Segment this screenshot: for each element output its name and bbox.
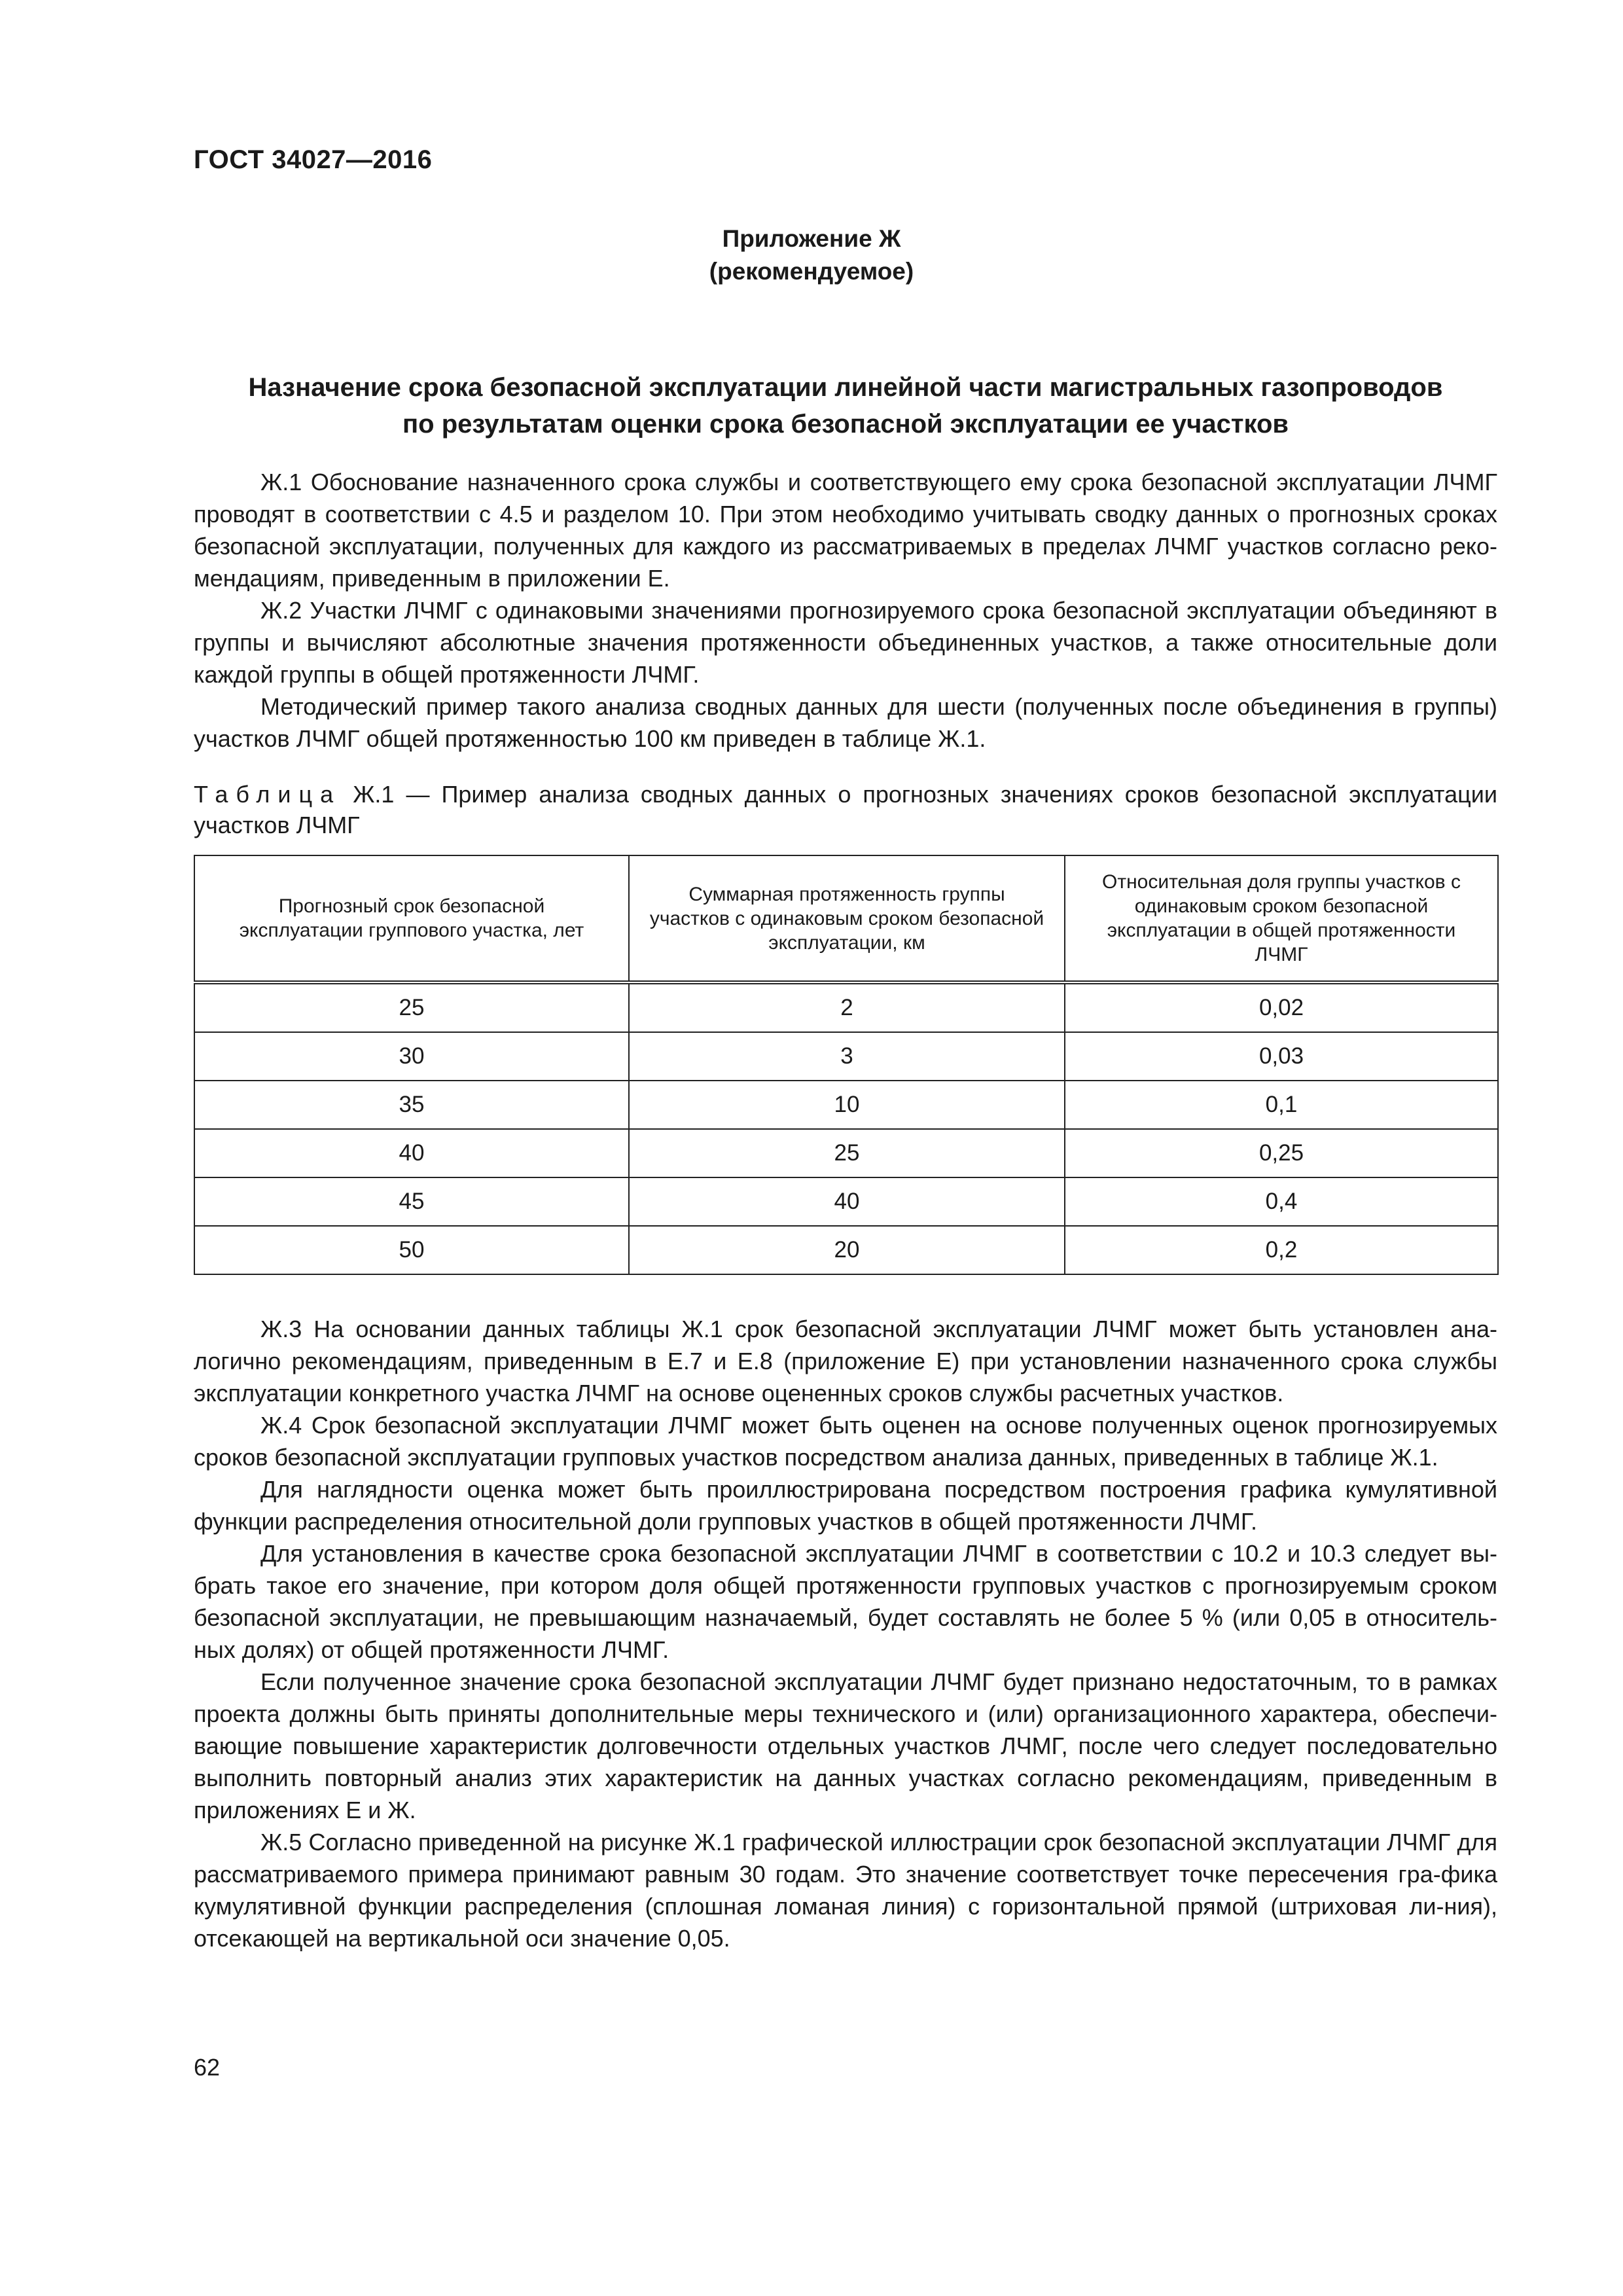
cell-term: 35 [194,1081,629,1129]
summary-table [194,855,1499,1275]
standard-code: ГОСТ 34027—2016 [194,145,433,174]
cell-share: 0,25 [1065,1129,1498,1177]
table-header-row [194,855,1498,982]
cell-length: 25 [629,1129,1065,1177]
title-line-1: Назначение срока безопасной эксплуатации линейной части магистральных газопроводов [248,373,1443,402]
header-total-length: Суммарная протяженность группы участков с одинаковым сроком безопасной эксплуатации, км [629,855,1065,982]
cell-term: 50 [194,1226,629,1274]
cell-term: 40 [194,1129,629,1177]
table-row [194,1129,1498,1177]
paragraphs-bottom [194,1313,1497,1954]
appendix-title [194,369,1497,442]
paragraph-zh5: Ж.5 Согласно приведенной на рисунке Ж.1 графической иллюстрации срок безопасной эксплуатации ЛЧМГ для рассматриваемого примера принимают равным 30 годам. Это значение соответствует точке пересечения гра-фика кумулятивной функции распределения (сплошная ломаная линия) с горизонтальной прямой (штриховая ли-ния), отсекающей на вертикальной оси значение 0,05. [194,1829,1497,1952]
cell-term: 45 [194,1177,629,1226]
cell-term: 30 [194,1032,629,1081]
header-relative-share: Относительная доля группы участков с одинаковым сроком безопасной эксплуатации в общей протяженности ЛЧМГ [1065,855,1498,982]
paragraph-zh1: Ж.1 Обоснование назначенного срока службы и соответствующего ему срока безопасной эксплуатации ЛЧМГ проводят в соответствии с 4.5 и разделом 10. При этом необходимо учитывать сводку данных о прогнозных сроках безопасной эксплуатации, полученных для каждого из рассматриваемых в пределах ЛЧМГ участков согласно реко-мендациям, приведенным в приложении Е. [194,469,1497,592]
paragraph-insufficient-term: Если полученное значение срока безопасной эксплуатации ЛЧМГ будет признано недостаточным, то в рамках проекта должны быть приняты дополнительные меры технического и (или) организационного характера, обеспечи-вающие повышение характеристик долговечности отдельных участков ЛЧМГ, после чего следует последовательно выполнить повторный анализ этих характеристик на данных участках согласно рекомендациям, приведенным в приложениях Е и Ж. [194,1668,1497,1823]
table-caption-word: Таблица [194,781,342,808]
appendix-label: Приложение Ж [722,225,901,252]
cell-length: 2 [629,982,1065,1032]
table-row [194,1226,1498,1274]
table-row [194,1177,1498,1226]
paragraph-establishing-term: Для установления в качестве срока безопасной эксплуатации ЛЧМГ в соответствии с 10.2 и 10.3 следует вы-брать такое его значение, при котором доля общей протяженности групповых участков с прогнозируемым сроком безопасной эксплуатации, не превышающим назначаемый, будет составлять не более 5 % (или 0,05 в относитель-ных долях) от общей протяженности ЛЧМГ. [194,1540,1497,1663]
cell-share: 0,02 [1065,982,1498,1032]
appendix-status: (рекомендуемое) [709,258,914,285]
title-line-2: по результатам оценки срока безопасной эксплуатации ее участков [402,410,1289,439]
cell-length: 40 [629,1177,1065,1226]
paragraphs-top [194,466,1497,755]
paragraph-method-example: Методический пример такого анализа сводных данных для шести (полученных после объединения в группы) участков ЛЧМГ общей протяженностью 100 км приведен в таблице Ж.1. [194,693,1497,752]
cell-length: 20 [629,1226,1065,1274]
cell-share: 0,2 [1065,1226,1498,1274]
cell-term: 25 [194,982,629,1032]
header-forecast-term: Прогнозный срок безопасной эксплуатации группового участка, лет [194,855,629,982]
table-caption [194,779,1497,840]
table-row [194,1032,1498,1081]
paragraph-visualization: Для наглядности оценка может быть проиллюстрирована посредством построения графика кумулятивной функции распределения относительной доли групповых участков в общей протяженности ЛЧМГ. [194,1476,1497,1535]
cell-share: 0,1 [1065,1081,1498,1129]
paragraph-zh4: Ж.4 Срок безопасной эксплуатации ЛЧМГ может быть оценен на основе полученных оценок прогнозируемых сроков безопасной эксплуатации групповых участков посредством анализа данных, приведенных в таблице Ж.1. [194,1412,1497,1471]
table-caption-text: Ж.1 — Пример анализа сводных данных о прогнозных значениях сроков безопасной эксплуатации участков ЛЧМГ [194,781,1497,838]
paragraph-zh2: Ж.2 Участки ЛЧМГ с одинаковыми значениями прогнозируемого срока безопасной эксплуатации объединяют в группы и вычисляют абсолютные значения протяженности объединенных участков, а также относительные доли каждой группы в общей протяженности ЛЧМГ. [194,597,1497,688]
table-row [194,1081,1498,1129]
cell-length: 10 [629,1081,1065,1129]
cell-share: 0,4 [1065,1177,1498,1226]
table-row [194,982,1498,1032]
page-number: 62 [194,2054,221,2081]
cell-share: 0,03 [1065,1032,1498,1081]
paragraph-zh3: Ж.3 На основании данных таблицы Ж.1 срок безопасной эксплуатации ЛЧМГ может быть установлен ана-логично рекомендациям, приведенным в Е.7 и Е.8 (приложение Е) при установлении назначенного срока службы эксплуатации конкретного участка ЛЧМГ на основе оцененных сроков службы расчетных участков. [194,1316,1497,1407]
cell-length: 3 [629,1032,1065,1081]
